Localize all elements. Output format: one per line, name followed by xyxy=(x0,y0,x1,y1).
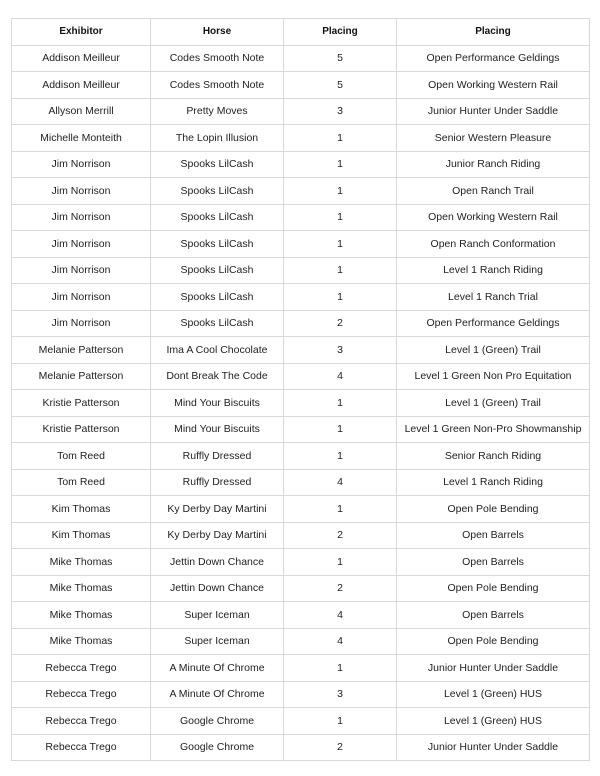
table-row xyxy=(12,602,590,629)
horse-cell: Spooks LilCash xyxy=(151,257,284,284)
results-table xyxy=(11,18,590,761)
placing-cell: 1 xyxy=(284,549,397,576)
exhibitor-cell: Mike Thomas xyxy=(12,602,151,629)
exhibitor-cell: Jim Norrison xyxy=(12,151,151,178)
placing-cell: 1 xyxy=(284,708,397,735)
horse-cell: Pretty Moves xyxy=(151,98,284,125)
exhibitor-cell: Allyson Merrill xyxy=(12,98,151,125)
table-row xyxy=(12,416,590,443)
exhibitor-cell: Rebecca Trego xyxy=(12,681,151,708)
placing-cell: 4 xyxy=(284,602,397,629)
exhibitor-cell: Addison Meilleur xyxy=(12,45,151,72)
placing-cell: 1 xyxy=(284,231,397,258)
table-row xyxy=(12,549,590,576)
class-cell: Junior Hunter Under Saddle xyxy=(397,734,590,761)
placing-cell: 5 xyxy=(284,45,397,72)
horse-cell: Mind Your Biscuits xyxy=(151,390,284,417)
class-cell: Level 1 Green Non-Pro Showmanship xyxy=(397,416,590,443)
horse-cell: The Lopin Illusion xyxy=(151,125,284,152)
horse-cell: Ky Derby Day Martini xyxy=(151,496,284,523)
class-cell: Senior Western Pleasure xyxy=(397,125,590,152)
table-body xyxy=(12,45,590,761)
class-cell: Open Pole Bending xyxy=(397,575,590,602)
header-exhibitor: Exhibitor xyxy=(12,19,151,46)
class-cell: Open Barrels xyxy=(397,522,590,549)
placing-cell: 3 xyxy=(284,337,397,364)
table-row xyxy=(12,496,590,523)
horse-cell: A Minute Of Chrome xyxy=(151,681,284,708)
table-row xyxy=(12,178,590,205)
placing-cell: 1 xyxy=(284,496,397,523)
exhibitor-cell: Jim Norrison xyxy=(12,257,151,284)
class-cell: Level 1 Ranch Riding xyxy=(397,469,590,496)
placing-cell: 1 xyxy=(284,204,397,231)
horse-cell: Ky Derby Day Martini xyxy=(151,522,284,549)
placing-cell: 1 xyxy=(284,284,397,311)
horse-cell: Ruffly Dressed xyxy=(151,469,284,496)
table-row xyxy=(12,72,590,99)
exhibitor-cell: Mike Thomas xyxy=(12,575,151,602)
horse-cell: Ima A Cool Chocolate xyxy=(151,337,284,364)
horse-cell: Jettin Down Chance xyxy=(151,575,284,602)
placing-cell: 1 xyxy=(284,125,397,152)
exhibitor-cell: Jim Norrison xyxy=(12,178,151,205)
horse-cell: Spooks LilCash xyxy=(151,231,284,258)
exhibitor-cell: Tom Reed xyxy=(12,443,151,470)
exhibitor-cell: Michelle Monteith xyxy=(12,125,151,152)
exhibitor-cell: Kim Thomas xyxy=(12,496,151,523)
horse-cell: Spooks LilCash xyxy=(151,310,284,337)
horse-cell: Google Chrome xyxy=(151,708,284,735)
exhibitor-cell: Jim Norrison xyxy=(12,204,151,231)
horse-cell: Dont Break The Code xyxy=(151,363,284,390)
placing-cell: 2 xyxy=(284,575,397,602)
placing-cell: 5 xyxy=(284,72,397,99)
exhibitor-cell: Mike Thomas xyxy=(12,549,151,576)
exhibitor-cell: Rebecca Trego xyxy=(12,655,151,682)
class-cell: Open Performance Geldings xyxy=(397,45,590,72)
placing-cell: 1 xyxy=(284,151,397,178)
table-row xyxy=(12,390,590,417)
class-cell: Open Performance Geldings xyxy=(397,310,590,337)
horse-cell: A Minute Of Chrome xyxy=(151,655,284,682)
horse-cell: Spooks LilCash xyxy=(151,204,284,231)
exhibitor-cell: Tom Reed xyxy=(12,469,151,496)
class-cell: Open Pole Bending xyxy=(397,628,590,655)
header-placing: Placing xyxy=(284,19,397,46)
class-cell: Senior Ranch Riding xyxy=(397,443,590,470)
table-row xyxy=(12,734,590,761)
table-row xyxy=(12,443,590,470)
class-cell: Level 1 (Green) Trail xyxy=(397,337,590,364)
horse-cell: Super Iceman xyxy=(151,602,284,629)
table-row xyxy=(12,45,590,72)
class-cell: Open Working Western Rail xyxy=(397,204,590,231)
table-row xyxy=(12,204,590,231)
placing-cell: 1 xyxy=(284,257,397,284)
class-cell: Open Barrels xyxy=(397,602,590,629)
placing-cell: 3 xyxy=(284,98,397,125)
exhibitor-cell: Melanie Patterson xyxy=(12,337,151,364)
placing-cell: 4 xyxy=(284,469,397,496)
table-row xyxy=(12,337,590,364)
table-row xyxy=(12,655,590,682)
table-row xyxy=(12,469,590,496)
class-cell: Junior Hunter Under Saddle xyxy=(397,655,590,682)
results-table-container xyxy=(11,18,590,761)
exhibitor-cell: Melanie Patterson xyxy=(12,363,151,390)
exhibitor-cell: Jim Norrison xyxy=(12,231,151,258)
placing-cell: 1 xyxy=(284,443,397,470)
class-cell: Junior Hunter Under Saddle xyxy=(397,98,590,125)
placing-cell: 4 xyxy=(284,363,397,390)
class-cell: Level 1 (Green) HUS xyxy=(397,708,590,735)
class-cell: Open Ranch Conformation xyxy=(397,231,590,258)
class-cell: Open Barrels xyxy=(397,549,590,576)
table-row xyxy=(12,363,590,390)
horse-cell: Codes Smooth Note xyxy=(151,45,284,72)
exhibitor-cell: Rebecca Trego xyxy=(12,734,151,761)
exhibitor-cell: Kristie Patterson xyxy=(12,390,151,417)
exhibitor-cell: Kim Thomas xyxy=(12,522,151,549)
table-row xyxy=(12,231,590,258)
table-row xyxy=(12,575,590,602)
class-cell: Open Pole Bending xyxy=(397,496,590,523)
table-row xyxy=(12,522,590,549)
class-cell: Open Ranch Trail xyxy=(397,178,590,205)
class-cell: Open Working Western Rail xyxy=(397,72,590,99)
exhibitor-cell: Addison Meilleur xyxy=(12,72,151,99)
placing-cell: 2 xyxy=(284,522,397,549)
horse-cell: Spooks LilCash xyxy=(151,178,284,205)
placing-cell: 1 xyxy=(284,416,397,443)
placing-cell: 1 xyxy=(284,390,397,417)
horse-cell: Super Iceman xyxy=(151,628,284,655)
class-cell: Level 1 Ranch Trial xyxy=(397,284,590,311)
exhibitor-cell: Mike Thomas xyxy=(12,628,151,655)
exhibitor-cell: Jim Norrison xyxy=(12,310,151,337)
class-cell: Level 1 Green Non Pro Equitation xyxy=(397,363,590,390)
horse-cell: Spooks LilCash xyxy=(151,151,284,178)
table-row xyxy=(12,125,590,152)
table-row xyxy=(12,628,590,655)
placing-cell: 2 xyxy=(284,310,397,337)
table-row xyxy=(12,98,590,125)
table-row xyxy=(12,151,590,178)
placing-cell: 2 xyxy=(284,734,397,761)
table-row xyxy=(12,681,590,708)
header-class: Placing xyxy=(397,19,590,46)
class-cell: Junior Ranch Riding xyxy=(397,151,590,178)
class-cell: Level 1 (Green) HUS xyxy=(397,681,590,708)
horse-cell: Google Chrome xyxy=(151,734,284,761)
table-row xyxy=(12,284,590,311)
placing-cell: 1 xyxy=(284,178,397,205)
horse-cell: Ruffly Dressed xyxy=(151,443,284,470)
exhibitor-cell: Rebecca Trego xyxy=(12,708,151,735)
table-row xyxy=(12,708,590,735)
exhibitor-cell: Kristie Patterson xyxy=(12,416,151,443)
table-header-row xyxy=(12,19,590,46)
placing-cell: 1 xyxy=(284,655,397,682)
horse-cell: Jettin Down Chance xyxy=(151,549,284,576)
class-cell: Level 1 (Green) Trail xyxy=(397,390,590,417)
exhibitor-cell: Jim Norrison xyxy=(12,284,151,311)
table-row xyxy=(12,310,590,337)
header-horse: Horse xyxy=(151,19,284,46)
placing-cell: 4 xyxy=(284,628,397,655)
class-cell: Level 1 Ranch Riding xyxy=(397,257,590,284)
horse-cell: Spooks LilCash xyxy=(151,284,284,311)
horse-cell: Mind Your Biscuits xyxy=(151,416,284,443)
horse-cell: Codes Smooth Note xyxy=(151,72,284,99)
placing-cell: 3 xyxy=(284,681,397,708)
table-row xyxy=(12,257,590,284)
